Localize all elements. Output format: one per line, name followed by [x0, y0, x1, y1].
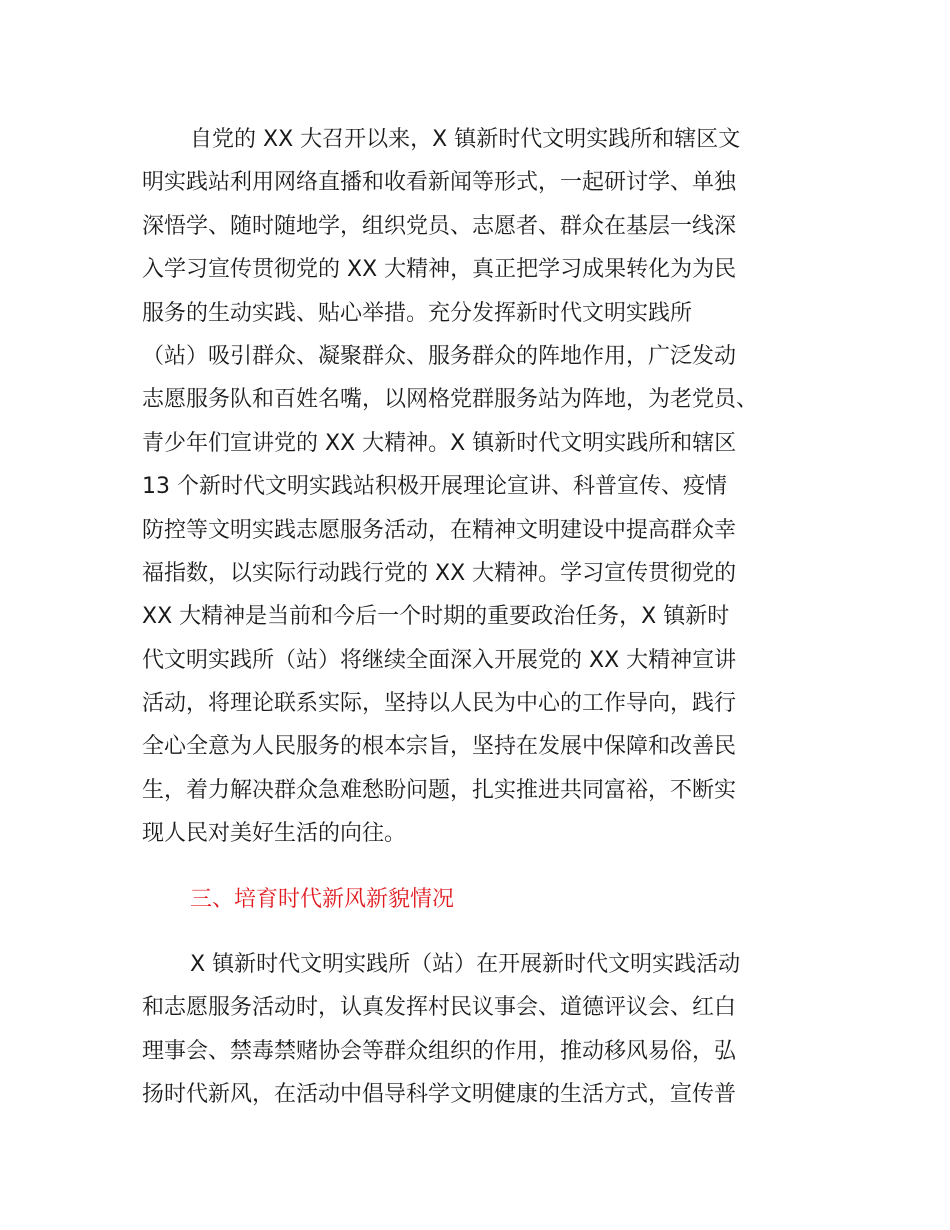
text-line: 理事会、禁毒禁赌协会等群众组织的作用，推动移风易俗，弘 [142, 1038, 737, 1064]
text-line: 和志愿服务活动时，认真发挥村民议事会、道德评议会、红白 [142, 995, 737, 1021]
text-line: 活动，将理论联系实际，坚持以人民为中心的工作导向，践行 [142, 691, 737, 717]
text-line: 13 个新时代文明实践站积极开展理论宣讲、科普宣传、疫情 [142, 474, 727, 500]
text-line: （站）吸引群众、凝聚群众、服务群众的阵地作用，广泛发动 [142, 343, 737, 369]
text-line: 生，着力解决群众急难愁盼问题，扎实推进共同富裕，不断实 [142, 777, 737, 803]
text-line: 扬时代新风，在活动中倡导科学文明健康的生活方式，宣传普 [142, 1082, 737, 1108]
text-line: 全心全意为人民服务的根本宗旨，坚持在发展中保障和改善民 [142, 734, 737, 760]
document-body [142, 118, 822, 1117]
paragraph-spacer [142, 921, 822, 943]
text-line: 志愿服务队和百姓名嘴，以网格党群服务站为阵地，为老党员、 [142, 387, 759, 413]
text-line: 自党的 XX 大召开以来，X 镇新时代文明实践所和辖区文 [190, 127, 741, 152]
text-line: 福指数，以实际行动践行党的 XX 大精神。学习宣传贯彻党的 [142, 560, 737, 586]
text-line: 青少年们宣讲党的 XX 大精神。X 镇新时代文明实践所和辖区 [142, 430, 737, 456]
text-line: 入学习宣传贯彻党的 XX 大精神，真正把学习成果转化为为民 [142, 257, 737, 283]
text-line: X 镇新时代文明实践所（站）在开展新时代文明实践活动 [190, 952, 741, 978]
paragraph-2 [142, 943, 822, 1117]
text-line: 明实践站利用网络直播和收看新闻等形式，一起研讨学、单独 [142, 170, 737, 196]
section-heading: 三、培育时代新风新貌情况 [190, 886, 455, 912]
text-line: 现人民对美好生活的向往。 [142, 821, 407, 847]
text-line: 代文明实践所（站）将继续全面深入开展党的 XX 大精神宣讲 [142, 647, 737, 673]
text-line: XX 大精神是当前和今后一个时期的重要政治任务，X 镇新时 [142, 604, 730, 630]
paragraph-1 [142, 118, 822, 856]
text-line: 深悟学、随时随地学，组织党员、志愿者、群众在基层一线深 [142, 213, 737, 239]
text-line: 防控等文明实践志愿服务活动，在精神文明建设中提高群众幸 [142, 517, 737, 543]
text-line: 服务的生动实践、贴心举措。充分发挥新时代文明实践所 [142, 300, 693, 326]
paragraph-spacer [142, 856, 822, 878]
